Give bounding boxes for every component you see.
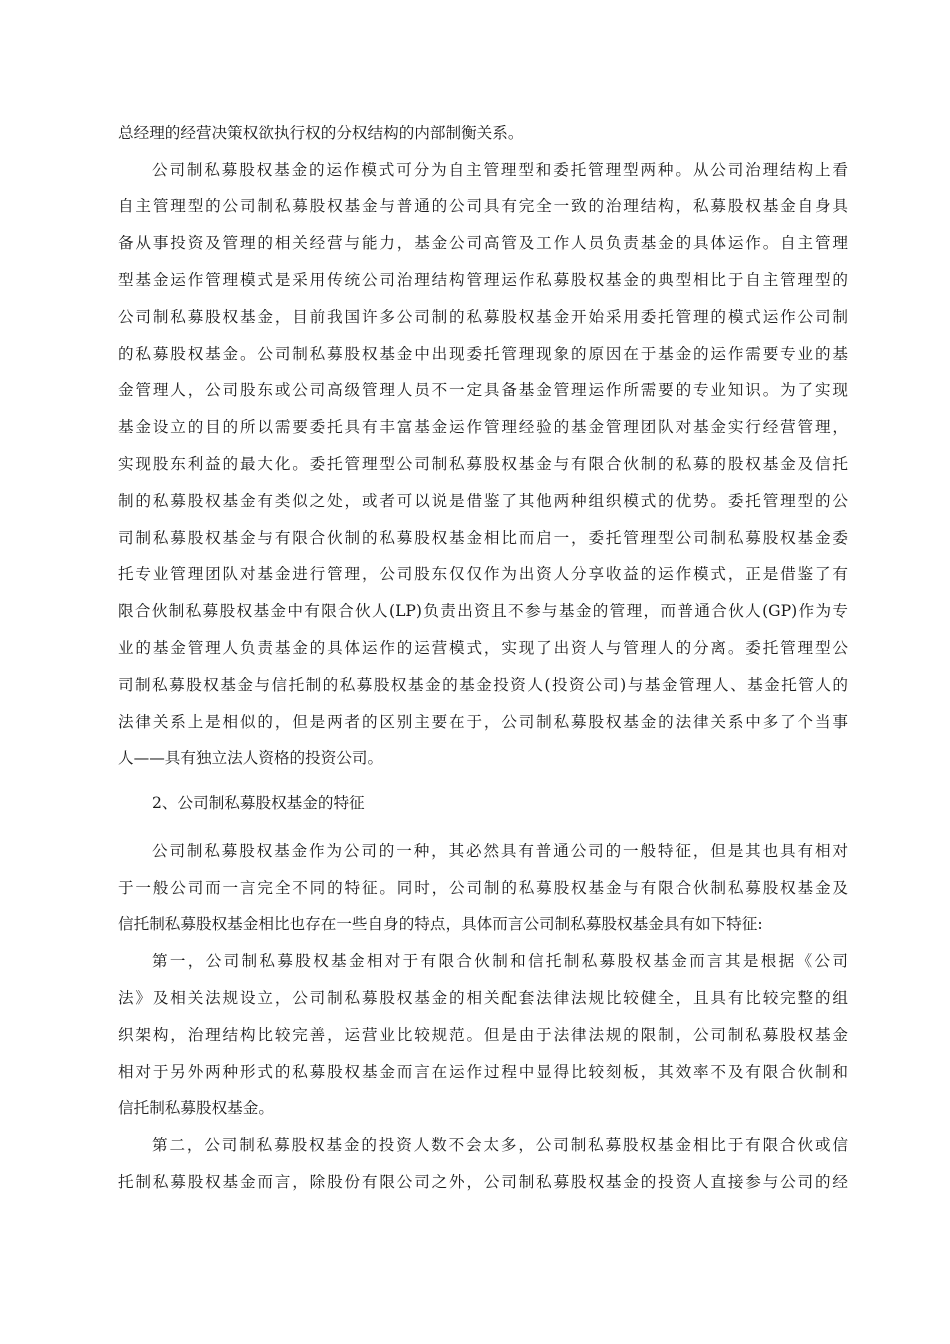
text-line: 金管理人，公司股东或公司高级管理人员不一定具备基金管理运作所需要的专业知识。为了实现 — [118, 381, 848, 399]
text-line: 公司制私募股权基金，目前我国许多公司制的私募股权基金开始采用委托管理的模式运作公司制 — [118, 308, 848, 326]
text-line: 总经理的经营决策权欲执行权的分权结构的内部制衡关系。 — [118, 124, 524, 142]
text-line: 实现股东利益的最大化。委托管理型公司制私募股权基金与有限合伙制的私募的股权基金及信托 — [118, 455, 848, 473]
text-line: 司制私募股权基金与信托制的私募股权基金的基金投资人(投资公司)与基金管理人、基金托管人的 — [118, 676, 848, 694]
text-line: 托制私募股权基金而言，除股份有限公司之外，公司制私募股权基金的投资人直接参与公司的经 — [118, 1173, 848, 1191]
text-line: 法》及相关法规设立，公司制私募股权基金的相关配套法律法规比较健全，且具有比较完整的组 — [118, 989, 848, 1007]
section-heading: 2、公司制私募股权基金的特征 — [152, 794, 365, 812]
text-line: 人——具有独立法人资格的投资公司。 — [118, 749, 384, 767]
text-line: 基金设立的目的所以需要委托具有丰富基金运作管理经验的基金管理团队对基金实行经营管理， — [118, 418, 848, 436]
text-line: 第二，公司制私募股权基金的投资人数不会太多，公司制私募股权基金相比于有限合伙或信 — [152, 1136, 848, 1154]
text-line: 信托制私募股权基金相比也存在一些自身的特点，具体而言公司制私募股权基金具有如下特征: — [118, 915, 763, 933]
text-line: 法律关系上是相似的，但是两者的区别主要在于，公司制私募股权基金的法律关系中多了个当事 — [118, 713, 848, 731]
text-line: 公司制私募股权基金作为公司的一种，其必然具有普通公司的一般特征，但是其也具有相对 — [152, 842, 848, 860]
text-line: 信托制私募股权基金。 — [118, 1099, 274, 1117]
text-line: 相对于另外两种形式的私募股权基金而言在运作过程中显得比较刻板，其效率不及有限合伙制和 — [118, 1063, 848, 1081]
text-line: 公司制私募股权基金的运作模式可分为自主管理型和委托管理型两种。从公司治理结构上看 — [152, 161, 848, 179]
text-line: 于一般公司而一言完全不同的特征。同时，公司制的私募股权基金与有限合伙制私募股权基金及 — [118, 879, 848, 897]
text-line: 司制私募股权基金与有限合伙制的私募股权基金相比而启一，委托管理型公司制私募股权基金委 — [118, 529, 848, 547]
text-line: 托专业管理团队对基金进行管理，公司股东仅仅作为出资人分享收益的运作模式，正是借鉴了有 — [118, 565, 848, 583]
text-line: 自主管理型的公司制私募股权基金与普通的公司具有完全一致的治理结构，私募股权基金自身具 — [118, 197, 848, 215]
text-line: 限合伙制私募股权基金中有限合伙人(LP)负责出资且不参与基金的管理，而普通合伙人(GP)作为专 — [118, 602, 848, 620]
text-line: 第一，公司制私募股权基金相对于有限合伙制和信托制私募股权基金而言其是根据《公司 — [152, 952, 848, 970]
text-line: 制的私募股权基金有类似之处，或者可以说是借鉴了其他两种组织模式的优势。委托管理型的公 — [118, 492, 848, 510]
text-line: 织架构，治理结构比较完善，运营业比较规范。但是由于法律法规的限制，公司制私募股权基金 — [118, 1026, 848, 1044]
text-line: 型基金运作管理模式是采用传统公司治理结构管理运作私募股权基金的典型相比于自主管理型的 — [118, 271, 848, 289]
text-line: 的私募股权基金。公司制私募股权基金中出现委托管理现象的原因在于基金的运作需要专业的基 — [118, 345, 848, 363]
text-line: 业的基金管理人负责基金的具体运作的运营模式，实现了出资人与管理人的分离。委托管理型公 — [118, 639, 848, 657]
text-line: 备从事投资及管理的相关经营与能力，基金公司高管及工作人员负责基金的具体运作。自主管理 — [118, 234, 848, 252]
